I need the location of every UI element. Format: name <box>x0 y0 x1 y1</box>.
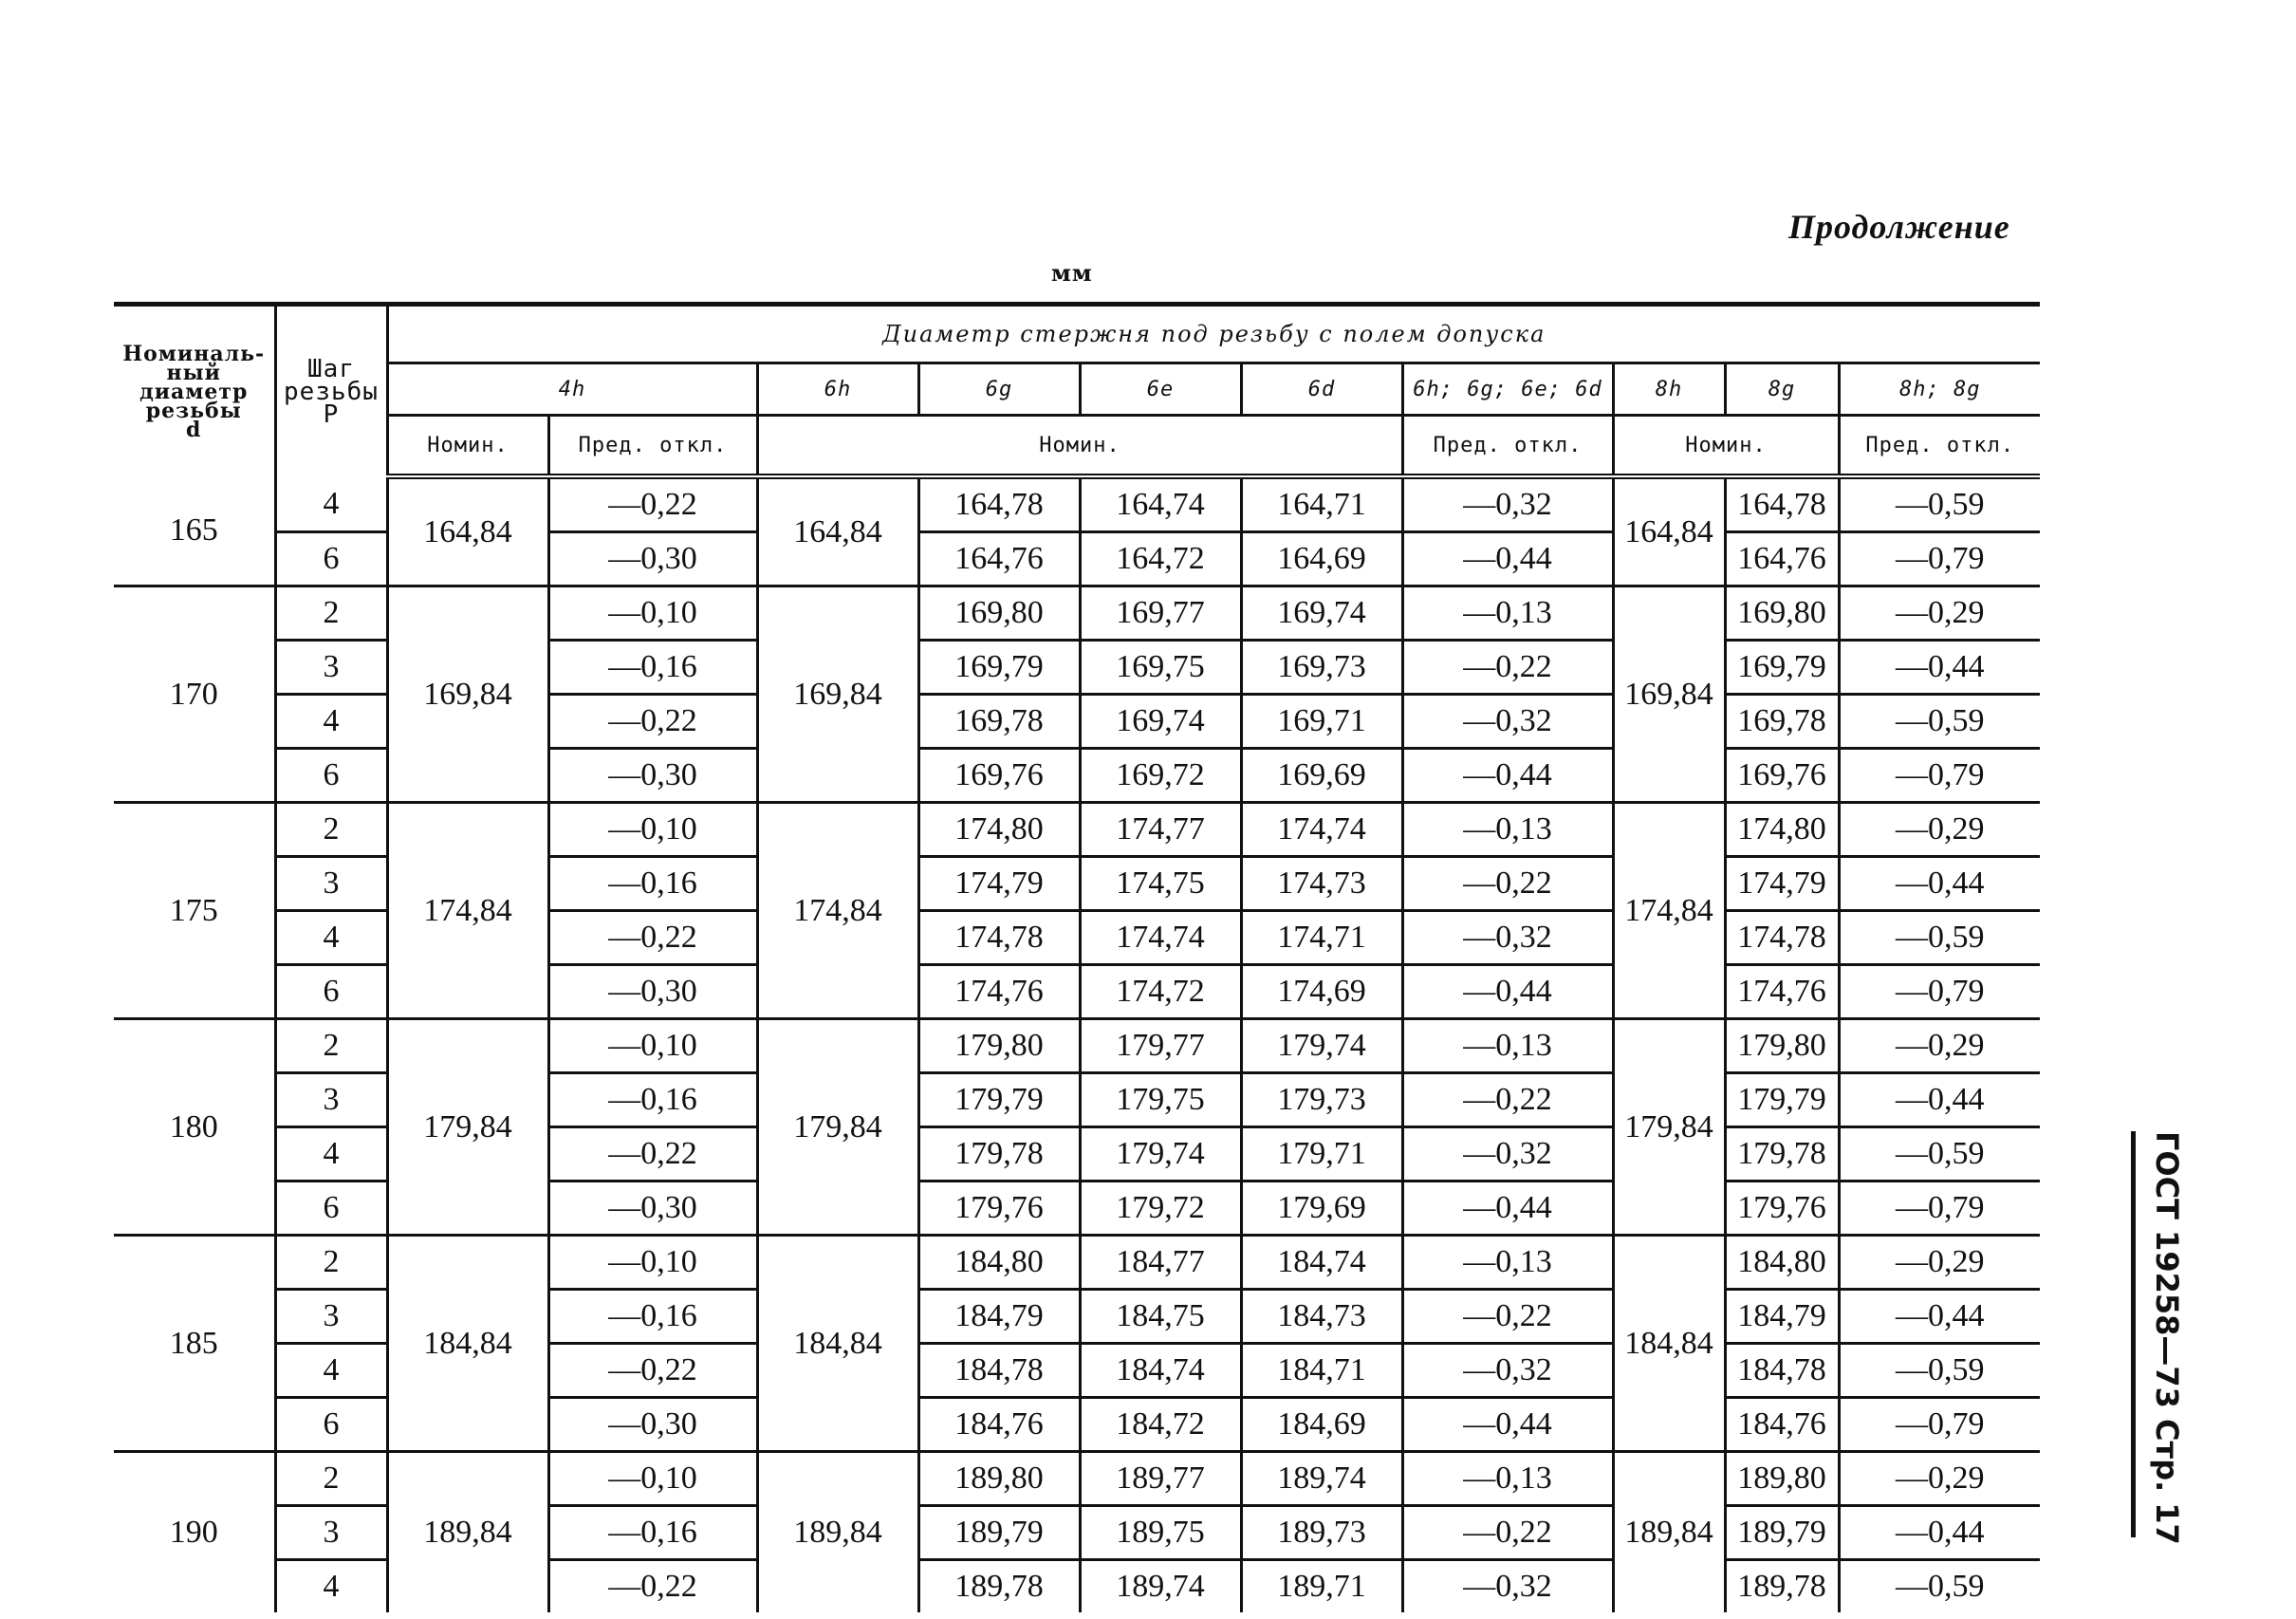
nom-6e-cell: 169,72 <box>1080 749 1241 803</box>
dev-8-cell: —0,59 <box>1839 911 2040 965</box>
thread-pitch-header: Шаг резьбы P <box>275 305 387 477</box>
nom-6g-cell: 179,78 <box>918 1127 1080 1182</box>
dev-8-cell: —0,29 <box>1839 1019 2040 1073</box>
nominal-diameter-cell: 175 <box>114 803 275 1019</box>
table-row <box>114 1236 2040 1290</box>
nom-4h-header: Номин. <box>387 416 548 477</box>
nom-8g-cell: 174,78 <box>1725 911 1839 965</box>
nom-8g-cell: 189,78 <box>1725 1560 1839 1613</box>
dev-8-cell: —0,29 <box>1839 1452 2040 1506</box>
nom-6e-cell: 189,75 <box>1080 1506 1241 1560</box>
nom-6e-cell: 179,74 <box>1080 1127 1241 1182</box>
nom-6g-cell: 189,78 <box>918 1560 1080 1613</box>
nom-6d-cell: 184,73 <box>1241 1290 1402 1344</box>
field-8g-header: 8g <box>1725 363 1839 416</box>
nominal-diameter-cell: 185 <box>114 1236 275 1452</box>
dev-6-cell: —0,13 <box>1402 1236 1613 1290</box>
nom-6-header: Номин. <box>757 416 1402 477</box>
nom-6d-cell: 164,69 <box>1241 532 1402 586</box>
nom-6e-cell: 184,72 <box>1080 1398 1241 1452</box>
nom-6d-cell: 179,73 <box>1241 1073 1402 1127</box>
dev-6-cell: —0,22 <box>1402 1506 1613 1560</box>
nom-6d-cell: 189,73 <box>1241 1506 1402 1560</box>
dev-6-cell: —0,32 <box>1402 1127 1613 1182</box>
pitch-cell: 3 <box>275 641 387 695</box>
nom-8h-cell: 169,84 <box>1613 586 1725 803</box>
nom-6g-cell: 169,78 <box>918 695 1080 749</box>
nom-6d-cell: 179,74 <box>1241 1019 1402 1073</box>
dev-6-cell: —0,13 <box>1402 586 1613 641</box>
pitch-cell: 4 <box>275 1560 387 1613</box>
dev-6-cell: —0,22 <box>1402 1073 1613 1127</box>
pitch-cell: 3 <box>275 1290 387 1344</box>
pitch-cell: 4 <box>275 1344 387 1398</box>
dev-8-cell: —0,44 <box>1839 1290 2040 1344</box>
dev-4h-cell: —0,22 <box>548 1560 757 1613</box>
dev-6-cell: —0,13 <box>1402 803 1613 857</box>
nom-6g-cell: 184,76 <box>918 1398 1080 1452</box>
nom-4h-cell: 179,84 <box>387 1019 548 1236</box>
dev-4h-cell: —0,10 <box>548 1019 757 1073</box>
nominal-diameter-header: Номиналь- ный диаметр резьбы d <box>114 305 275 477</box>
dev-6-cell: —0,13 <box>1402 1019 1613 1073</box>
nom-8g-cell: 179,76 <box>1725 1182 1839 1236</box>
nom-6d-cell: 179,69 <box>1241 1182 1402 1236</box>
nom-6g-cell: 179,79 <box>918 1073 1080 1127</box>
dev-4h-cell: —0,22 <box>548 476 757 532</box>
nom-8g-cell: 174,76 <box>1725 965 1839 1019</box>
pitch-cell: 2 <box>275 586 387 641</box>
nom-6e-cell: 184,77 <box>1080 1236 1241 1290</box>
nom-6e-cell: 174,72 <box>1080 965 1241 1019</box>
nominal-diameter-cell: 165 <box>114 476 275 586</box>
field-6all-header: 6h; 6g; 6e; 6d <box>1402 363 1613 416</box>
dev-8-cell: —0,59 <box>1839 1344 2040 1398</box>
nom-8g-cell: 184,76 <box>1725 1398 1839 1452</box>
dev-4h-cell: —0,30 <box>548 1182 757 1236</box>
nom-6e-cell: 169,77 <box>1080 586 1241 641</box>
pitch-cell: 2 <box>275 1452 387 1506</box>
dev-4h-cell: —0,10 <box>548 1236 757 1290</box>
nom-6g-cell: 179,76 <box>918 1182 1080 1236</box>
field-6h-header: 6h <box>757 363 918 416</box>
dev-8-cell: —0,79 <box>1839 965 2040 1019</box>
dev-4h-cell: —0,30 <box>548 965 757 1019</box>
nom-6e-cell: 184,75 <box>1080 1290 1241 1344</box>
nom-6g-cell: 169,76 <box>918 749 1080 803</box>
nom-6d-cell: 189,74 <box>1241 1452 1402 1506</box>
pitch-cell: 6 <box>275 1398 387 1452</box>
nom-4h-cell: 189,84 <box>387 1452 548 1613</box>
nom-6e-cell: 169,75 <box>1080 641 1241 695</box>
dev-6-cell: —0,22 <box>1402 1290 1613 1344</box>
pitch-cell: 6 <box>275 532 387 586</box>
dev-4h-cell: —0,30 <box>548 749 757 803</box>
nom-6g-cell: 179,80 <box>918 1019 1080 1073</box>
nom-4h-cell: 164,84 <box>387 476 548 586</box>
nom-6d-cell: 169,71 <box>1241 695 1402 749</box>
nom-6d-cell: 174,71 <box>1241 911 1402 965</box>
nom-6e-cell: 174,75 <box>1080 857 1241 911</box>
pitch-cell: 6 <box>275 1182 387 1236</box>
dev-6-cell: —0,32 <box>1402 695 1613 749</box>
table-row <box>114 476 2040 532</box>
dev-6-cell: —0,32 <box>1402 1560 1613 1613</box>
dev-6-header: Пред. откл. <box>1402 416 1613 477</box>
dev-4h-cell: —0,30 <box>548 532 757 586</box>
dev-6-cell: —0,32 <box>1402 911 1613 965</box>
nom-6e-cell: 189,74 <box>1080 1560 1241 1613</box>
dev-4h-cell: —0,10 <box>548 803 757 857</box>
field-6d-header: 6d <box>1241 363 1402 416</box>
dev-8-header: Пред. откл. <box>1839 416 2040 477</box>
nom-8g-cell: 179,80 <box>1725 1019 1839 1073</box>
nom-6g-cell: 164,78 <box>918 476 1080 532</box>
pitch-cell: 3 <box>275 1073 387 1127</box>
nom-6d-cell: 184,74 <box>1241 1236 1402 1290</box>
nom-8h-cell: 174,84 <box>1613 803 1725 1019</box>
nom-6g-cell: 184,78 <box>918 1344 1080 1398</box>
field-4h-header: 4h <box>387 363 757 416</box>
table-caption-header: Диаметр стержня под резьбу с полем допуска <box>387 305 2040 363</box>
nom-6d-cell: 189,71 <box>1241 1560 1402 1613</box>
nom-6h-cell: 174,84 <box>757 803 918 1019</box>
pitch-cell: 4 <box>275 911 387 965</box>
pitch-cell: 2 <box>275 1019 387 1073</box>
dev-6-cell: —0,44 <box>1402 1398 1613 1452</box>
pitch-cell: 6 <box>275 965 387 1019</box>
nom-6h-cell: 179,84 <box>757 1019 918 1236</box>
field-8h-header: 8h <box>1613 363 1725 416</box>
nom-6g-cell: 189,80 <box>918 1452 1080 1506</box>
nom-6g-cell: 164,76 <box>918 532 1080 586</box>
side-page-label-text: ГОСТ 19258—73 Стр. 17 <box>2149 1131 2185 1545</box>
nom-8-header: Номин. <box>1613 416 1839 477</box>
dev-8-cell: —0,59 <box>1839 476 2040 532</box>
dev-4h-cell: —0,16 <box>548 857 757 911</box>
nom-8g-cell: 164,78 <box>1725 476 1839 532</box>
pitch-cell: 2 <box>275 1236 387 1290</box>
pitch-cell: 2 <box>275 803 387 857</box>
nom-8g-cell: 164,76 <box>1725 532 1839 586</box>
nom-6d-cell: 169,73 <box>1241 641 1402 695</box>
dev-4h-header: Пред. откл. <box>548 416 757 477</box>
nom-6g-cell: 169,80 <box>918 586 1080 641</box>
dev-4h-cell: —0,16 <box>548 641 757 695</box>
nom-6g-cell: 174,76 <box>918 965 1080 1019</box>
dev-8-cell: —0,59 <box>1839 1127 2040 1182</box>
nom-6e-cell: 179,75 <box>1080 1073 1241 1127</box>
nominal-diameter-cell: 170 <box>114 586 275 803</box>
nom-6e-cell: 164,72 <box>1080 532 1241 586</box>
nom-6d-cell: 174,73 <box>1241 857 1402 911</box>
dev-6-cell: —0,44 <box>1402 532 1613 586</box>
dev-8-cell: —0,44 <box>1839 641 2040 695</box>
dev-6-cell: —0,22 <box>1402 641 1613 695</box>
dev-4h-cell: —0,10 <box>548 586 757 641</box>
nom-6d-cell: 179,71 <box>1241 1127 1402 1182</box>
nom-8g-cell: 179,79 <box>1725 1073 1839 1127</box>
nom-8h-cell: 164,84 <box>1613 476 1725 586</box>
nominal-diameter-cell: 180 <box>114 1019 275 1236</box>
nom-6h-cell: 189,84 <box>757 1452 918 1613</box>
nom-6h-cell: 184,84 <box>757 1236 918 1452</box>
nom-8g-cell: 169,76 <box>1725 749 1839 803</box>
nom-8g-cell: 174,79 <box>1725 857 1839 911</box>
dev-8-cell: —0,79 <box>1839 1398 2040 1452</box>
dev-6-cell: —0,44 <box>1402 749 1613 803</box>
nom-6h-cell: 164,84 <box>757 476 918 586</box>
dev-4h-cell: —0,22 <box>548 911 757 965</box>
nom-8h-cell: 189,84 <box>1613 1452 1725 1613</box>
nom-6e-cell: 179,77 <box>1080 1019 1241 1073</box>
dev-4h-cell: —0,22 <box>548 695 757 749</box>
pitch-cell: 6 <box>275 749 387 803</box>
nom-6e-cell: 189,77 <box>1080 1452 1241 1506</box>
dev-8-cell: —0,44 <box>1839 1506 2040 1560</box>
table-header <box>114 305 2040 477</box>
table-row <box>114 803 2040 857</box>
dev-4h-cell: —0,16 <box>548 1290 757 1344</box>
table-row <box>114 1452 2040 1506</box>
nom-8g-cell: 189,79 <box>1725 1506 1839 1560</box>
dev-6-cell: —0,44 <box>1402 1182 1613 1236</box>
dev-6-cell: —0,32 <box>1402 476 1613 532</box>
nom-8g-cell: 169,79 <box>1725 641 1839 695</box>
nom-8g-cell: 174,80 <box>1725 803 1839 857</box>
pitch-cell: 4 <box>275 476 387 532</box>
nom-6e-cell: 174,77 <box>1080 803 1241 857</box>
field-8all-header: 8h; 8g <box>1839 363 2040 416</box>
nominal-diameter-cell: 190 <box>114 1452 275 1613</box>
nom-8g-cell: 169,78 <box>1725 695 1839 749</box>
table-row <box>114 586 2040 641</box>
nom-8g-cell: 184,78 <box>1725 1344 1839 1398</box>
nom-8g-cell: 169,80 <box>1725 586 1839 641</box>
table-body <box>114 476 2040 1612</box>
pitch-cell: 4 <box>275 1127 387 1182</box>
nom-6e-cell: 169,74 <box>1080 695 1241 749</box>
nom-6g-cell: 184,80 <box>918 1236 1080 1290</box>
dev-8-cell: —0,79 <box>1839 749 2040 803</box>
nom-6g-cell: 174,79 <box>918 857 1080 911</box>
nom-6g-cell: 184,79 <box>918 1290 1080 1344</box>
dev-4h-cell: —0,16 <box>548 1506 757 1560</box>
nom-6d-cell: 164,71 <box>1241 476 1402 532</box>
field-6g-header: 6g <box>918 363 1080 416</box>
nom-6e-cell: 184,74 <box>1080 1344 1241 1398</box>
nom-8g-cell: 184,79 <box>1725 1290 1839 1344</box>
nom-6h-cell: 169,84 <box>757 586 918 803</box>
dev-6-cell: —0,13 <box>1402 1452 1613 1506</box>
dev-4h-cell: —0,22 <box>548 1127 757 1182</box>
field-6e-header: 6e <box>1080 363 1241 416</box>
nom-6g-cell: 169,79 <box>918 641 1080 695</box>
nom-6e-cell: 174,74 <box>1080 911 1241 965</box>
units-label: мм <box>1051 259 1093 287</box>
nom-8g-cell: 179,78 <box>1725 1127 1839 1182</box>
nom-6e-cell: 164,74 <box>1080 476 1241 532</box>
nom-6d-cell: 174,69 <box>1241 965 1402 1019</box>
dev-6-cell: —0,44 <box>1402 965 1613 1019</box>
nom-6d-cell: 174,74 <box>1241 803 1402 857</box>
dev-4h-cell: —0,30 <box>548 1398 757 1452</box>
nom-8h-cell: 179,84 <box>1613 1019 1725 1236</box>
dev-4h-cell: —0,22 <box>548 1344 757 1398</box>
nom-8g-cell: 184,80 <box>1725 1236 1839 1290</box>
dev-4h-cell: —0,16 <box>548 1073 757 1127</box>
dev-8-cell: —0,29 <box>1839 803 2040 857</box>
nom-6e-cell: 179,72 <box>1080 1182 1241 1236</box>
dev-8-cell: —0,79 <box>1839 532 2040 586</box>
nom-8g-cell: 189,80 <box>1725 1452 1839 1506</box>
dev-8-cell: —0,29 <box>1839 1236 2040 1290</box>
dev-6-cell: —0,32 <box>1402 1344 1613 1398</box>
dev-6-cell: —0,22 <box>1402 857 1613 911</box>
nom-4h-cell: 174,84 <box>387 803 548 1019</box>
dev-8-cell: —0,44 <box>1839 1073 2040 1127</box>
nom-6d-cell: 184,69 <box>1241 1398 1402 1452</box>
nom-6g-cell: 174,80 <box>918 803 1080 857</box>
nom-6g-cell: 174,78 <box>918 911 1080 965</box>
continuation-label: Продолжение <box>1788 208 2010 246</box>
dev-8-cell: —0,59 <box>1896 1569 1985 1604</box>
side-page-label <box>2131 1131 2191 1545</box>
nom-8h-cell: 184,84 <box>1613 1236 1725 1452</box>
pitch-cell: 4 <box>275 695 387 749</box>
nom-6d-cell: 169,74 <box>1241 586 1402 641</box>
thread-diameter-table <box>114 302 2040 1612</box>
dev-8-cell: —0,79 <box>1839 1182 2040 1236</box>
pitch-cell: 3 <box>275 857 387 911</box>
table-row <box>114 1019 2040 1073</box>
nom-4h-cell: 169,84 <box>387 586 548 803</box>
nom-4h-cell: 184,84 <box>387 1236 548 1452</box>
nom-6d-cell: 169,69 <box>1241 749 1402 803</box>
nom-6g-cell: 189,79 <box>918 1506 1080 1560</box>
dev-8-cell: —0,29 <box>1839 586 2040 641</box>
nom-6d-cell: 184,71 <box>1241 1344 1402 1398</box>
dev-4h-cell: —0,10 <box>548 1452 757 1506</box>
dev-8-cell: —0,44 <box>1839 857 2040 911</box>
dev-8-cell: —0,59 <box>1839 695 2040 749</box>
pitch-cell: 3 <box>275 1506 387 1560</box>
